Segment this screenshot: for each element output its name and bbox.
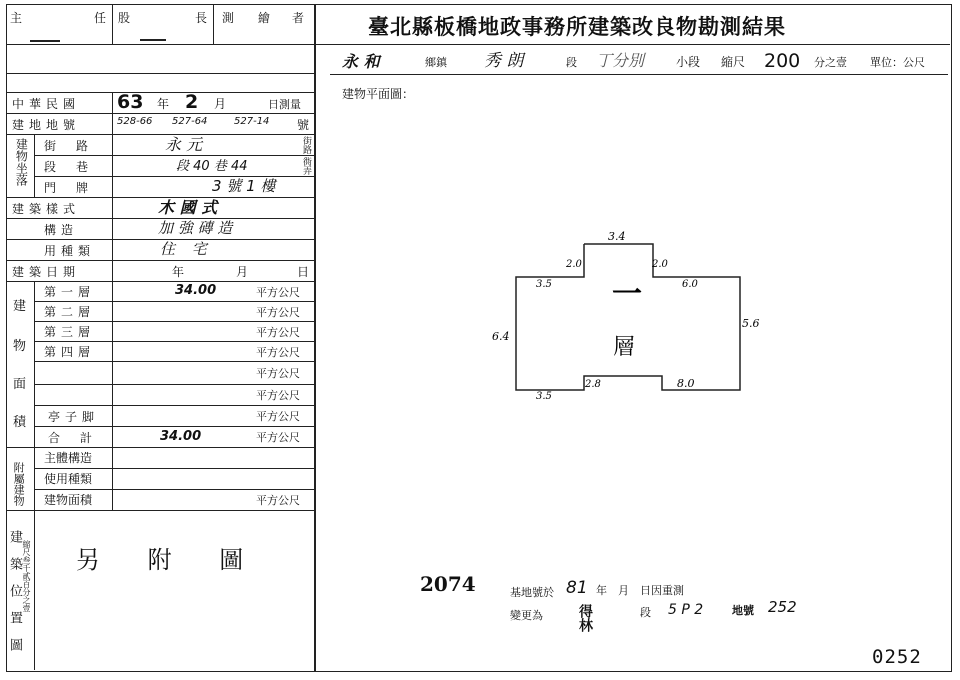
rezoning-note-section-label: 段 [640, 606, 651, 619]
lane-value: 段 40 巷 44 [176, 159, 248, 174]
total-label: 合計 [48, 431, 113, 445]
dim-bottom-left: 3.5 [536, 391, 552, 402]
township-value: 永 和 [342, 52, 380, 71]
form-row-line [34, 468, 314, 469]
form-row-line [34, 426, 314, 427]
dim-bump-left: 2.0 [566, 259, 582, 270]
rezoning-note-suffix: 年 月 日因重測 [596, 584, 684, 597]
dim-right-top: 6.0 [682, 279, 698, 290]
lot-value-1: 528-66 [117, 116, 153, 127]
title-bottom-line [314, 44, 950, 45]
form-row-line [34, 155, 314, 156]
lane-suffix: 衖弄 [301, 157, 311, 175]
lot-value-3: 527-14 [234, 116, 270, 127]
left-header-line [6, 73, 314, 74]
date-year-label: 年 [157, 97, 170, 111]
scale-value: 200 [764, 50, 801, 72]
rezoning-note-year: 81 [566, 578, 588, 598]
floor-2-unit: 平方公尺 [256, 306, 300, 319]
arcade-label: 亭子脚 [48, 410, 100, 424]
style-value: 木 國 式 [158, 198, 218, 217]
floor-5-unit: 平方公尺 [256, 367, 300, 380]
door-label: 門牌 [44, 181, 109, 195]
floor-4-label: 第四層 [44, 345, 96, 359]
form-row-line [6, 260, 314, 261]
floor-1-value: 34.00 [175, 283, 217, 298]
stamp-mark [140, 39, 166, 41]
use-label: 用種類 [44, 244, 96, 258]
dim-left-top: 3.5 [536, 279, 552, 290]
annex-structure-label: 主體構造 [44, 451, 93, 465]
floor-3-unit: 平方公尺 [256, 326, 300, 339]
use-value: 住 宅 [160, 240, 213, 258]
structure-label: 構造 [44, 223, 79, 237]
form-label-column [112, 92, 113, 510]
panel-divider [314, 4, 316, 671]
stamp-mark [30, 40, 60, 42]
form-row-line [6, 281, 314, 282]
dim-bottom-right: 8.0 [677, 377, 695, 390]
form-row-line [6, 92, 314, 93]
location-line [330, 74, 948, 75]
rezoning-note-lot-label: 地號 [732, 604, 754, 617]
form-row-line [34, 361, 314, 362]
document-title: 臺北縣板橋地政事務所建築改良物勘測結果 [368, 14, 786, 39]
position-value: 另 附 圖 [76, 546, 264, 574]
form-row-line [6, 510, 314, 511]
form-row-line [34, 384, 314, 385]
rezoning-note-prefix: 基地號於 [510, 586, 554, 599]
signoff-label-surveyor-2: 繪 [258, 11, 271, 25]
rezoning-note-lot-value: 252 [768, 598, 797, 616]
build-date-month: 月 [236, 265, 249, 279]
signoff-label-surveyor-3: 者 [292, 11, 305, 25]
structure-value: 加 強 磚 造 [158, 219, 233, 237]
street-label: 街路 [44, 139, 109, 153]
form-group-column [34, 134, 35, 197]
total-unit: 平方公尺 [256, 431, 300, 444]
section-label: 段 [566, 56, 577, 69]
street-value: 永 元 [165, 135, 203, 154]
form-row-line [6, 113, 314, 114]
township-label: 鄉鎮 [425, 56, 447, 69]
area-group-char-3: 面 [13, 377, 27, 392]
lane-label: 段巷 [44, 160, 109, 174]
date-prefix-label: 中華民國 [12, 97, 81, 111]
dim-notch: 2.8 [585, 379, 601, 390]
lot-suffix: 號 [297, 118, 310, 132]
annex-use-label: 使用種類 [44, 472, 93, 486]
build-date-label: 建築日期 [12, 265, 81, 279]
date-suffix-label: 日測量 [268, 98, 301, 111]
style-label: 建築樣式 [12, 202, 81, 216]
annex-area-unit: 平方公尺 [256, 494, 300, 507]
signoff-divider-2 [213, 4, 214, 44]
area-group-char-2: 物 [13, 339, 27, 354]
record-number: 2074 [420, 572, 476, 596]
form-group-column [34, 281, 35, 670]
unit-label: 單位：公尺 [870, 56, 925, 69]
area-group-char-4: 積 [13, 415, 27, 430]
date-month-label: 月 [214, 97, 227, 111]
annex-group-label: 附屬建物 [12, 462, 26, 506]
floor-1-label: 第一層 [44, 285, 96, 299]
subsection-label: 小段 [676, 55, 701, 69]
floor-1-unit: 平方公尺 [256, 286, 300, 299]
form-row-line [34, 405, 314, 406]
signoff-bottom-line [6, 44, 314, 45]
area-group-char-1: 建 [13, 299, 27, 314]
page-code: 0252 [872, 646, 922, 668]
plan-floor-text-2: 層 [613, 335, 636, 360]
form-row-line [6, 447, 314, 448]
form-row-line [6, 134, 314, 135]
rezoning-note-line2-prefix: 變更為 [510, 609, 543, 622]
location-group-label: 建物坐落 [14, 138, 29, 186]
floor-4-unit: 平方公尺 [256, 346, 300, 359]
plan-floor-text-1: 一 [612, 277, 642, 312]
scale-label: 縮尺 [721, 55, 746, 69]
rezoning-note-section: 得林 [577, 604, 593, 632]
position-scale-note: 縮尺叁千貳百分之壹 [22, 540, 31, 612]
arcade-unit: 平方公尺 [256, 410, 300, 423]
signoff-divider-1 [112, 4, 113, 44]
signoff-label-chief-1: 主 [10, 11, 23, 25]
form-row-line [34, 489, 314, 490]
form-row-line [34, 301, 314, 302]
dim-left: 6.4 [492, 330, 510, 343]
signoff-label-section-2: 長 [195, 11, 208, 25]
lot-value-2: 527-64 [172, 116, 208, 127]
dim-bump-right: 2.0 [652, 259, 668, 270]
date-year-value: 63 [117, 91, 144, 113]
floor-6-unit: 平方公尺 [256, 389, 300, 402]
build-date-day: 日 [297, 265, 310, 279]
date-month-value: 2 [185, 91, 199, 113]
floor-3-label: 第三層 [44, 325, 96, 339]
plan-label: 建物平面圖： [342, 87, 415, 101]
scale-suffix: 分之壹 [814, 56, 847, 69]
build-date-year: 年 [172, 265, 185, 279]
street-suffix: 街路 [301, 136, 311, 154]
signoff-label-chief-2: 任 [94, 11, 107, 25]
total-value: 34.00 [160, 429, 202, 444]
signoff-label-surveyor-1: 測 [222, 11, 235, 25]
dim-top: 3.4 [608, 230, 626, 243]
form-row-line [34, 341, 314, 342]
lot-label: 建地地號 [12, 118, 81, 132]
section-value: 秀 朗 [484, 51, 524, 71]
floor-2-label: 第二層 [44, 305, 96, 319]
subsection-value: 丁分別 [596, 51, 645, 70]
signoff-label-section-1: 股 [118, 11, 131, 25]
form-row-line [34, 321, 314, 322]
rezoning-note-lot: 5 P 2 [668, 602, 704, 618]
door-value: 3 號 1 樓 [212, 177, 276, 195]
position-group-label: 建築位置圖 [7, 530, 22, 665]
annex-area-label: 建物面積 [44, 493, 93, 507]
dim-right: 5.6 [742, 317, 760, 330]
